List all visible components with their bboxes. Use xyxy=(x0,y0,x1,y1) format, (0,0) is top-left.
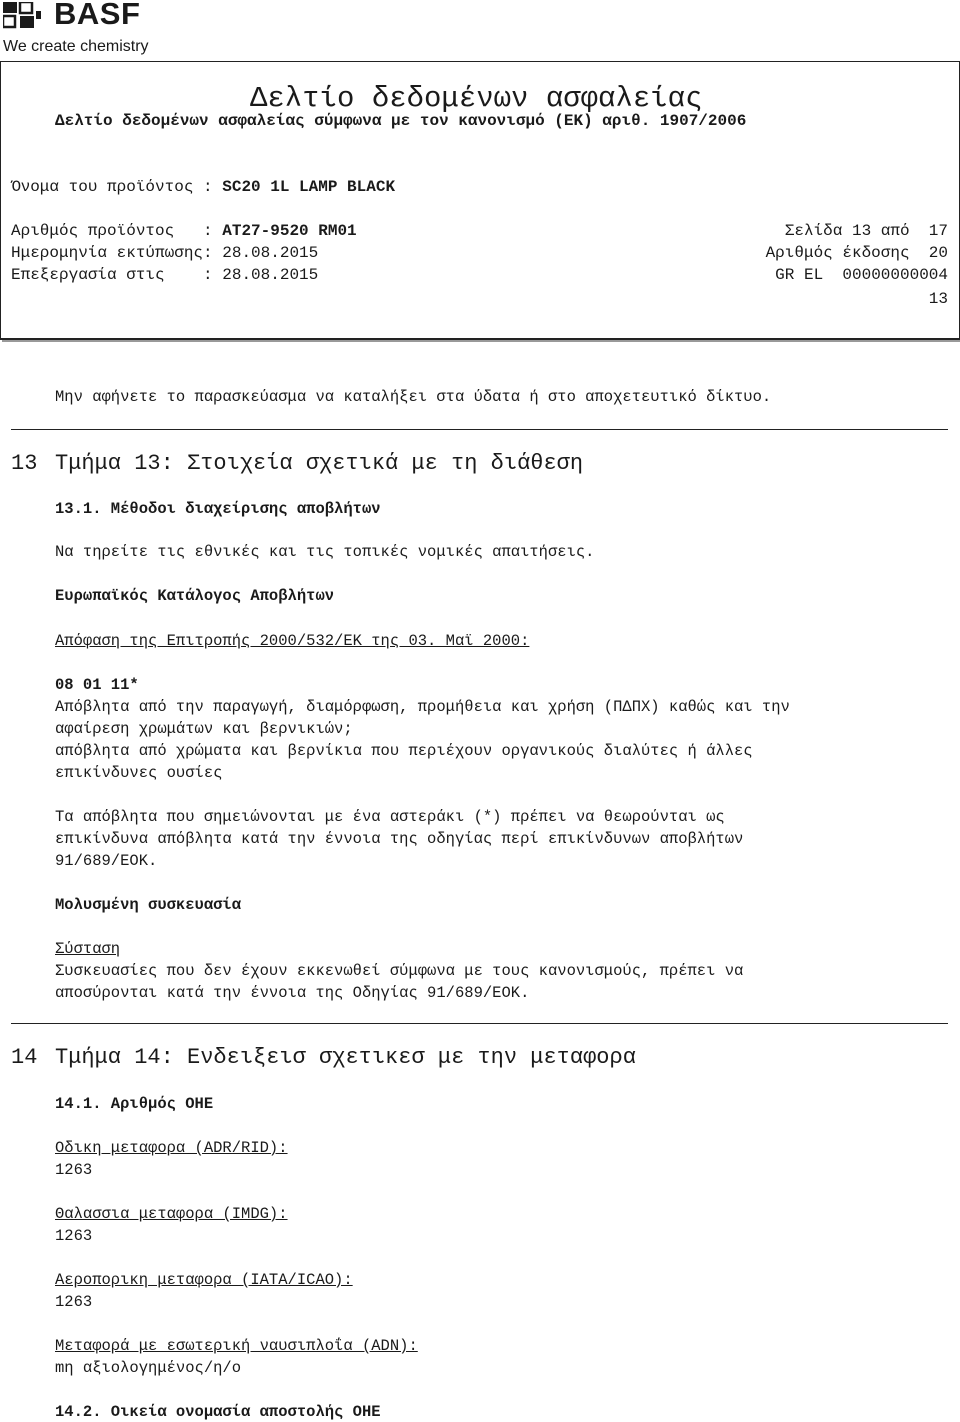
product-name-label: Όνομα του προϊόντος : xyxy=(11,178,223,196)
product-number-row xyxy=(11,222,357,240)
product-name-value: SC20 1L LAMP BLACK xyxy=(222,178,396,196)
document-code-line2: 13 xyxy=(928,290,948,308)
air-transport-value: 1263 xyxy=(55,1293,93,1311)
section-13-number: 13 xyxy=(11,451,38,476)
version-number: Αριθμός έκδοσης 20 xyxy=(765,244,948,262)
product-name-row xyxy=(11,178,395,196)
subsection-14-1-title: 14.1. Αριθμός ΟΗΕ xyxy=(55,1095,214,1113)
document-code: GR EL 00000000004 xyxy=(775,266,948,284)
commission-decision: Απόφαση της Επιτροπής 2000/532/ΕΚ της 03. Μαϊ 2000: xyxy=(55,632,530,650)
subsection-14-2-title: 14.2. Οικεία ονομασία αποστολής ΟΗΕ xyxy=(55,1403,381,1421)
section-13-title: Τμήμα 13: Στοιχεία σχετικά με τη διάθεση xyxy=(55,451,584,476)
waste-code-desc-1: Απόβλητα από την παραγωγή, διαμόρφωση, προμήθεια και χρήση (ΠΔΠΧ) καθώς και την xyxy=(55,698,790,716)
asterisk-note-1: Τα απόβλητα που σημειώνονται με ένα αστεράκι (*) πρέπει να θεωρούνται ως xyxy=(55,808,725,826)
print-date-label: Ημερομηνία εκτύπωσης: xyxy=(11,244,223,262)
sea-transport-label: Θαλασσια μεταφορα (IMDG): xyxy=(55,1205,288,1223)
recommendation-label: Σύσταση xyxy=(55,940,121,958)
waste-catalog-title: Ευρωπαϊκός Κατάλογος Αποβλήτων xyxy=(55,587,335,605)
asterisk-note-2: επικίνδυνα απόβλητα κατά την έννοια της οδηγίας περί επικίνδυνων αποβλήτων xyxy=(55,830,744,848)
print-date-value: 28.08.2015 xyxy=(222,244,319,262)
print-date-row xyxy=(11,244,318,262)
document-subtitle: Δελτίο δεδομένων ασφαλείας σύμφωνα με τον κανονισμό (ΕΚ) αριθ. 1907/2006 xyxy=(55,112,747,130)
basf-logo-icon xyxy=(3,2,41,29)
section-14-number: 14 xyxy=(11,1045,38,1070)
subsection-13-1-title: 13.1. Μέθοδοι διαχείρισης αποβλήτων xyxy=(55,500,381,518)
inland-waterway-label: Μεταφορά με εσωτερική ναυσιπλοΐα (ADN): xyxy=(55,1337,418,1355)
waste-code: 08 01 11* xyxy=(55,676,139,694)
road-transport-value: 1263 xyxy=(55,1161,93,1179)
revision-value: 28.08.2015 xyxy=(222,266,319,284)
product-number-label: Αριθμός προϊόντος : xyxy=(11,222,223,240)
document-title: Δελτίο δεδομένων ασφαλείας xyxy=(250,82,703,115)
waste-code-desc-4: επικίνδυνες ουσίες xyxy=(55,764,223,782)
asterisk-note-3: 91/689/ΕΟΚ. xyxy=(55,852,158,870)
section-divider xyxy=(11,429,948,430)
contaminated-packaging-title: Μολυσμένη συσκευασία xyxy=(55,896,242,914)
inland-waterway-value: mη αξιολογημένος/η/ο xyxy=(55,1359,242,1377)
subsection-13-1-text: Να τηρείτε τις εθνικές και τις τοπικές νομικές απαιτήσεις. xyxy=(55,543,595,561)
revision-row xyxy=(11,266,318,284)
waste-code-desc-2: αφαίρεση χρωμάτων και βερνικιών; xyxy=(55,720,353,738)
page-number: Σελίδα 13 από 17 xyxy=(784,222,948,240)
air-transport-label: Αεροπορικη μεταφορα (IATA/ICAO): xyxy=(55,1271,353,1289)
section-divider xyxy=(11,1023,948,1024)
product-number-value: AT27-9520 RM01 xyxy=(222,222,357,240)
packaging-text-1: Συσκευασίες που δεν έχουν εκκενωθεί σύμφωνα με τους κανονισμούς, πρέπει να xyxy=(55,962,744,980)
brand-tagline: We create chemistry xyxy=(3,38,149,55)
section-14-title: Τμήμα 14: Ενδειξεισ σχετικεσ με την μεταφορα xyxy=(55,1045,636,1070)
packaging-text-2: αποσύρονται κατά την έννοια της Οδηγίας 91/689/ΕΟΚ. xyxy=(55,984,530,1002)
revision-label: Επεξεργασία στις : xyxy=(11,266,223,284)
sea-transport-value: 1263 xyxy=(55,1227,93,1245)
waste-code-desc-3: απόβλητα από χρώματα και βερνίκια που περιέχουν οργανικούς διαλύτες ή άλλες xyxy=(55,742,753,760)
road-transport-label: Οδικη μεταφορα (ADR/RID): xyxy=(55,1139,288,1157)
intro-line: Μην αφήνετε το παρασκεύασμα να καταλήξει στα ύδατα ή στο αποχετευτικό δίκτυο. xyxy=(55,388,772,406)
brand-name: BASF xyxy=(54,0,141,31)
